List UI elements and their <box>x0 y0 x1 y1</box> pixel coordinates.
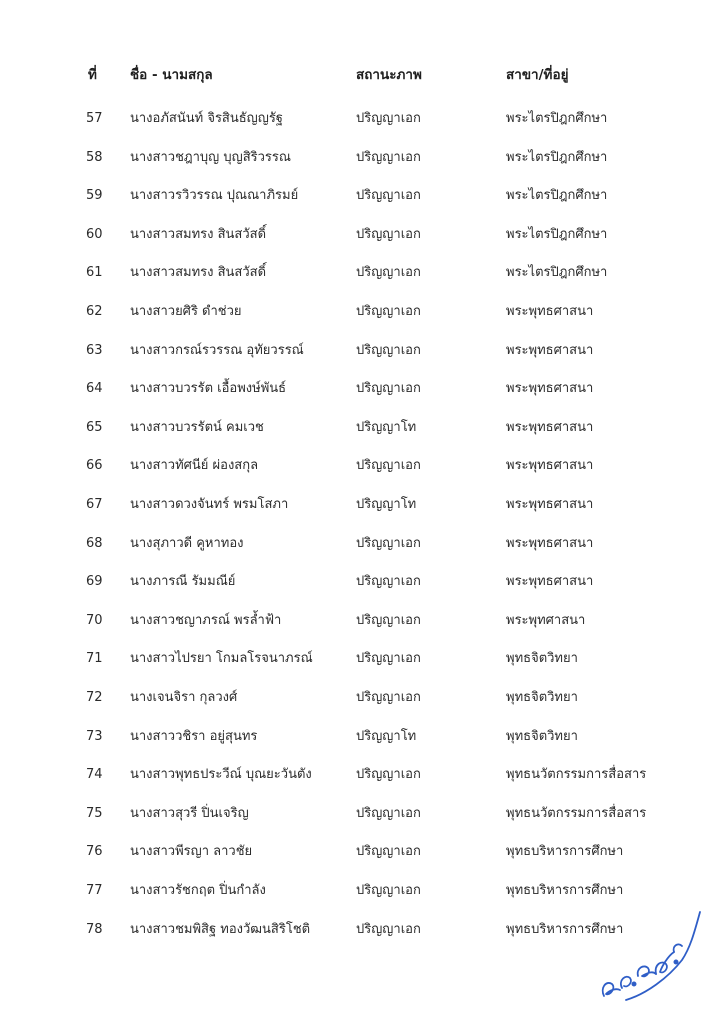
row-status: ปริญญาเอก <box>356 690 421 705</box>
row-department: พุทธนวัตกรรมการสื่อสาร <box>506 767 647 782</box>
table-row <box>0 762 726 788</box>
row-status: ปริญญาเอก <box>356 111 421 126</box>
row-name: นางสาวกรณ์รวรรณ อุทัยวรรณ์ <box>130 343 304 358</box>
table-row <box>0 878 726 904</box>
row-no: 66 <box>86 458 103 473</box>
row-status: ปริญญาเอก <box>356 806 421 821</box>
row-status: ปริญญาเอก <box>356 613 421 628</box>
row-department: พระไตรปิฎกศึกษา <box>506 227 608 242</box>
row-no: 58 <box>86 150 103 165</box>
row-name: นางสาวบวรรัต เอื้อพงษ์พันธ์ <box>130 381 287 396</box>
row-no: 76 <box>86 844 103 859</box>
row-name: นางสาวบวรรัตน์ คมเวช <box>130 420 264 435</box>
row-name: นางสาววชิรา อยู่สุนทร <box>130 729 258 744</box>
row-name: นางสาวพีรญา ลาวชัย <box>130 844 253 859</box>
row-department: พระพุทธศาสนา <box>506 497 594 512</box>
row-status: ปริญญาเอก <box>356 767 421 782</box>
row-department: พุทธจิตวิทยา <box>506 729 578 744</box>
row-department: พุทธจิตวิทยา <box>506 690 578 705</box>
row-status: ปริญญาเอก <box>356 265 421 280</box>
row-name: นางสาวรัชกฤต ปิ่นกำลัง <box>130 883 266 898</box>
row-status: ปริญญาโท <box>356 420 417 435</box>
row-name: นางสาวชญาภรณ์ พรล้ำฟ้า <box>130 613 282 628</box>
row-no: 70 <box>86 613 103 628</box>
row-no: 60 <box>86 227 103 242</box>
table-row <box>0 492 726 518</box>
table-row <box>0 608 726 634</box>
row-department: พระพุทธศาสนา <box>506 420 594 435</box>
row-no: 75 <box>86 806 103 821</box>
row-name: นางสาวรวิวรรณ ปุณณาภิรมย์ <box>130 188 299 203</box>
table-row <box>0 724 726 750</box>
table-row <box>0 801 726 827</box>
row-department: พุทธบริหารการศึกษา <box>506 922 624 937</box>
row-status: ปริญญาเอก <box>356 536 421 551</box>
row-name: นางเจนจิรา กุลวงศ์ <box>130 690 238 705</box>
row-name: นางอภัสนันท์ จิรสินธัญญรัฐ <box>130 111 283 126</box>
row-status: ปริญญาเอก <box>356 922 421 937</box>
table-row <box>0 260 726 286</box>
row-department: พุทธบริหารการศึกษา <box>506 844 624 859</box>
table-row <box>0 222 726 248</box>
row-department: พระพุทศาสนา <box>506 613 586 628</box>
handwritten-signature <box>596 904 706 1008</box>
table-row <box>0 531 726 557</box>
row-status: ปริญญาเอก <box>356 227 421 242</box>
row-name: นางสาวชฎาบุญ บุญสิริวรรณ <box>130 150 291 165</box>
row-status: ปริญญาเอก <box>356 883 421 898</box>
row-department: พระพุทธศาสนา <box>506 574 594 589</box>
row-name: นางสาวชมพิสิฐ ทองวัฒนสิริโชติ <box>130 922 311 937</box>
table-header <box>0 62 726 88</box>
row-status: ปริญญาเอก <box>356 844 421 859</box>
row-status: ปริญญาเอก <box>356 150 421 165</box>
row-no: 78 <box>86 922 103 937</box>
row-department: พระไตรปิฎกศึกษา <box>506 150 608 165</box>
table-row <box>0 106 726 132</box>
row-status: ปริญญาเอก <box>356 458 421 473</box>
row-department: พุทธจิตวิทยา <box>506 651 578 666</box>
row-department: พระไตรปิฎกศึกษา <box>506 188 608 203</box>
table-row <box>0 646 726 672</box>
header-status: สถานะภาพ <box>356 67 422 83</box>
row-no: 64 <box>86 381 103 396</box>
row-no: 69 <box>86 574 103 589</box>
row-no: 71 <box>86 651 103 666</box>
table-row <box>0 376 726 402</box>
row-department: พระพุทธศาสนา <box>506 536 594 551</box>
table-row <box>0 183 726 209</box>
row-name: นางสาวพุทธประวีณ์ บุณยะวันตัง <box>130 767 312 782</box>
table-row <box>0 145 726 171</box>
row-department: พระพุทธศาสนา <box>506 304 594 319</box>
row-no: 59 <box>86 188 103 203</box>
table-row <box>0 338 726 364</box>
header-department: สาขา/ที่อยู่ <box>506 67 569 83</box>
row-status: ปริญญาโท <box>356 729 417 744</box>
row-status: ปริญญาโท <box>356 497 417 512</box>
row-no: 77 <box>86 883 103 898</box>
row-name: นางสาวไปรยา โกมลโรจนาภรณ์ <box>130 651 313 666</box>
table-row <box>0 839 726 865</box>
table-row <box>0 453 726 479</box>
header-name: ชื่อ - นามสกุล <box>130 67 213 83</box>
row-status: ปริญญาเอก <box>356 381 421 396</box>
row-status: ปริญญาเอก <box>356 651 421 666</box>
row-no: 57 <box>86 111 103 126</box>
row-status: ปริญญาเอก <box>356 304 421 319</box>
row-name: นางสาวทัศนีย์ ผ่องสกุล <box>130 458 259 473</box>
row-name: นางสาวยศิริ ดำช่วย <box>130 304 242 319</box>
table-row <box>0 415 726 441</box>
row-name: นางสุภาวดี คูหาทอง <box>130 536 244 551</box>
row-department: พุทธนวัตกรรมการสื่อสาร <box>506 806 647 821</box>
row-department: พระพุทธศาสนา <box>506 458 594 473</box>
row-department: พระไตรปิฎกศึกษา <box>506 111 608 126</box>
row-department: พุทธบริหารการศึกษา <box>506 883 624 898</box>
row-department: พระพุทธศาสนา <box>506 343 594 358</box>
row-status: ปริญญาเอก <box>356 188 421 203</box>
row-no: 65 <box>86 420 103 435</box>
row-no: 73 <box>86 729 103 744</box>
table-row <box>0 569 726 595</box>
table-row <box>0 685 726 711</box>
row-no: 62 <box>86 304 103 319</box>
row-department: พระพุทธศาสนา <box>506 381 594 396</box>
table-row <box>0 299 726 325</box>
row-name: นางสาวดวงจันทร์ พรมโสภา <box>130 497 289 512</box>
row-status: ปริญญาเอก <box>356 343 421 358</box>
row-department: พระไตรปิฎกศึกษา <box>506 265 608 280</box>
row-no: 74 <box>86 767 103 782</box>
row-no: 63 <box>86 343 103 358</box>
row-no: 67 <box>86 497 103 512</box>
header-no: ที่ <box>88 67 97 83</box>
row-no: 68 <box>86 536 103 551</box>
row-name: นางสาวสมทรง สินสวัสดิ์ <box>130 227 267 242</box>
row-name: นางภารณี รัมมณีย์ <box>130 574 236 589</box>
row-no: 61 <box>86 265 103 280</box>
row-no: 72 <box>86 690 103 705</box>
row-name: นางสาวสุวรี ปิ่นเจริญ <box>130 806 249 821</box>
row-status: ปริญญาเอก <box>356 574 421 589</box>
row-name: นางสาวสมทรง สินสวัสดิ์ <box>130 265 267 280</box>
